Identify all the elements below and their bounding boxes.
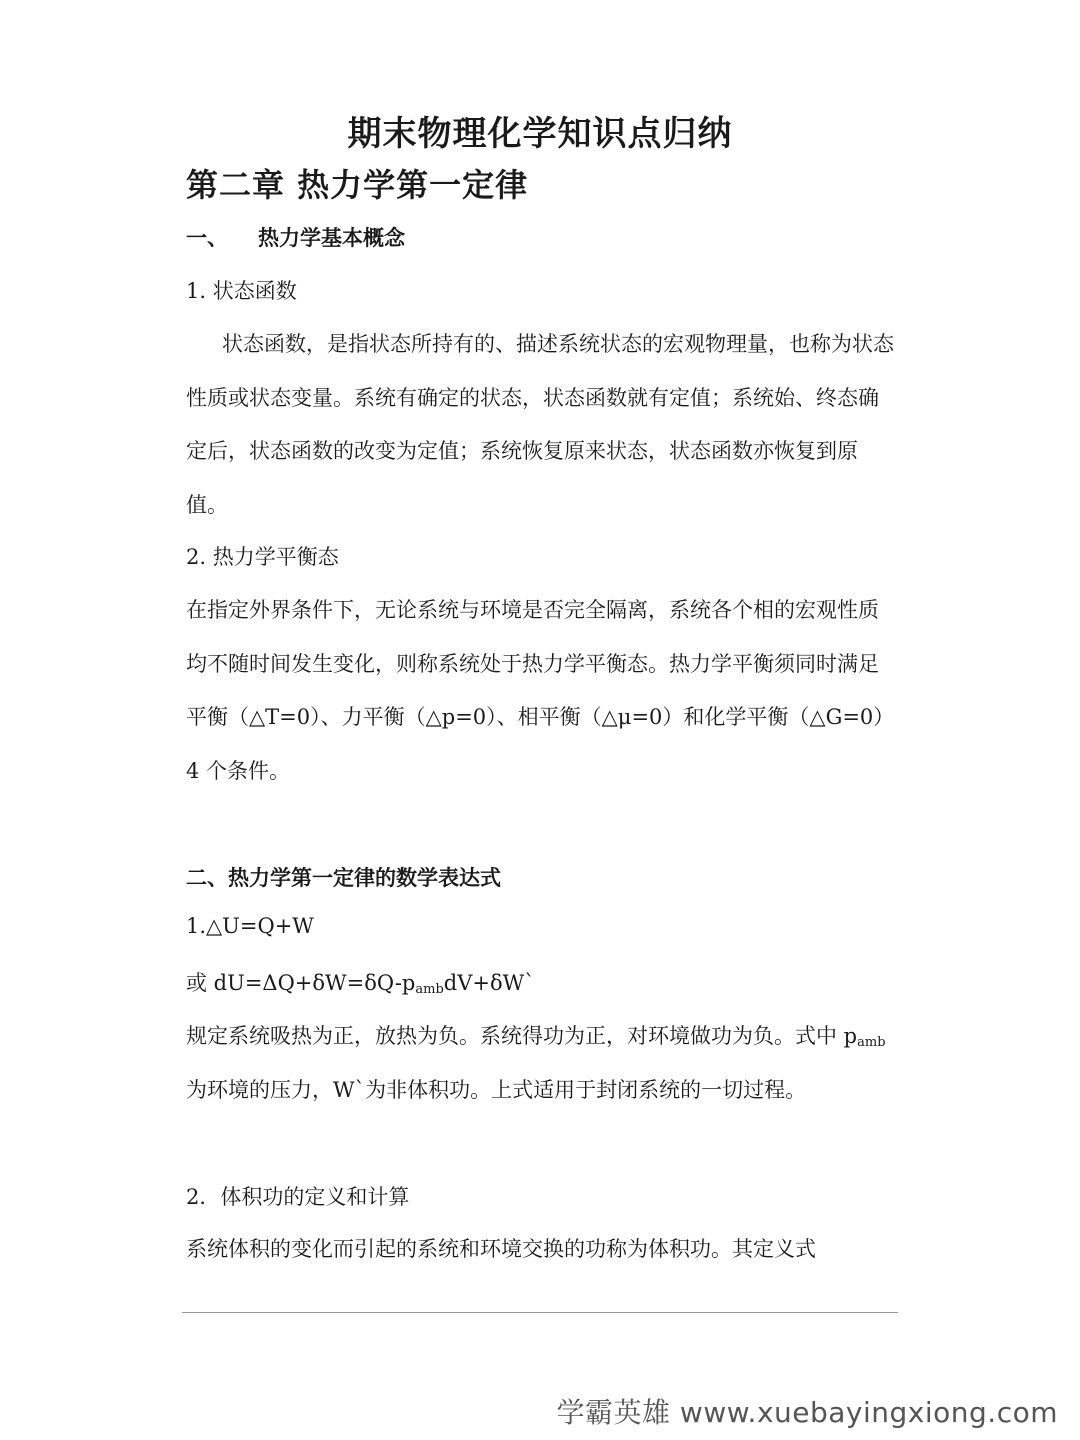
paragraph-equilibrium: 在指定外界条件下，无论系统与环境是否完全隔离，系统各个相的宏观性质均不随时间发生变化，则称系统处于热力学平衡态。热力学平衡须同时满足平衡（△T=0）、力平衡（△p=0）、相平衡（△μ=0）和化学平衡（△G=0）4 个条件。 [186, 598, 895, 783]
subheading-equilibrium: 2. 热力学平衡态 [186, 545, 339, 569]
chapter-title: 第二章 热力学第一定律 [186, 166, 529, 204]
paragraph-sign-convention [186, 1010, 898, 1117]
formula-subscript: amb [415, 982, 444, 997]
page-title: 期末物理化学知识点归纳 [347, 114, 733, 154]
differential-formula [186, 967, 535, 997]
sign-convention-part-a: 规定系统吸热为正，放热为负。系统得功为正，对环境做功为负。式中 p [186, 1024, 858, 1048]
sign-convention-part-b: 为环境的压力，W`为非体积功。上式适用于封闭系统的一切过程。 [186, 1077, 807, 1102]
formula-part-a: 或 dU=ΔQ+δW=δQ-p [186, 971, 416, 995]
section-heading-1 [186, 222, 405, 252]
section-heading-text: 热力学基本概念 [258, 225, 405, 250]
subheading-first-law-formula: 1.△U=Q+W [186, 914, 314, 938]
watermark: 学霸英雄 www.xuebayingxiong.com [556, 1396, 1058, 1429]
subheading-state-function: 1. 状态函数 [186, 279, 297, 303]
section-heading-2: 二、热力学第一定律的数学表达式 [186, 865, 501, 890]
footer-divider [182, 1312, 898, 1313]
paragraph-state-function: 状态函数，是指状态所持有的、描述系统状态的宏观物理量，也称为状态性质或状态变量。系统有确定的状态，状态函数就有定值；系统始、终态确定后，状态函数的改变为定值；系统恢复原来状态，状态函数亦恢复到原值。 [186, 332, 894, 517]
section-number: 一、 [186, 225, 228, 250]
paragraph-volume-work: 系统体积的变化而引起的系统和环境交换的功称为体积功。其定义式 [186, 1237, 816, 1261]
sign-convention-subscript: amb [857, 1035, 886, 1050]
formula-part-b: dV+δW` [443, 971, 535, 995]
subheading-volume-work: 2．体积功的定义和计算 [186, 1185, 410, 1209]
